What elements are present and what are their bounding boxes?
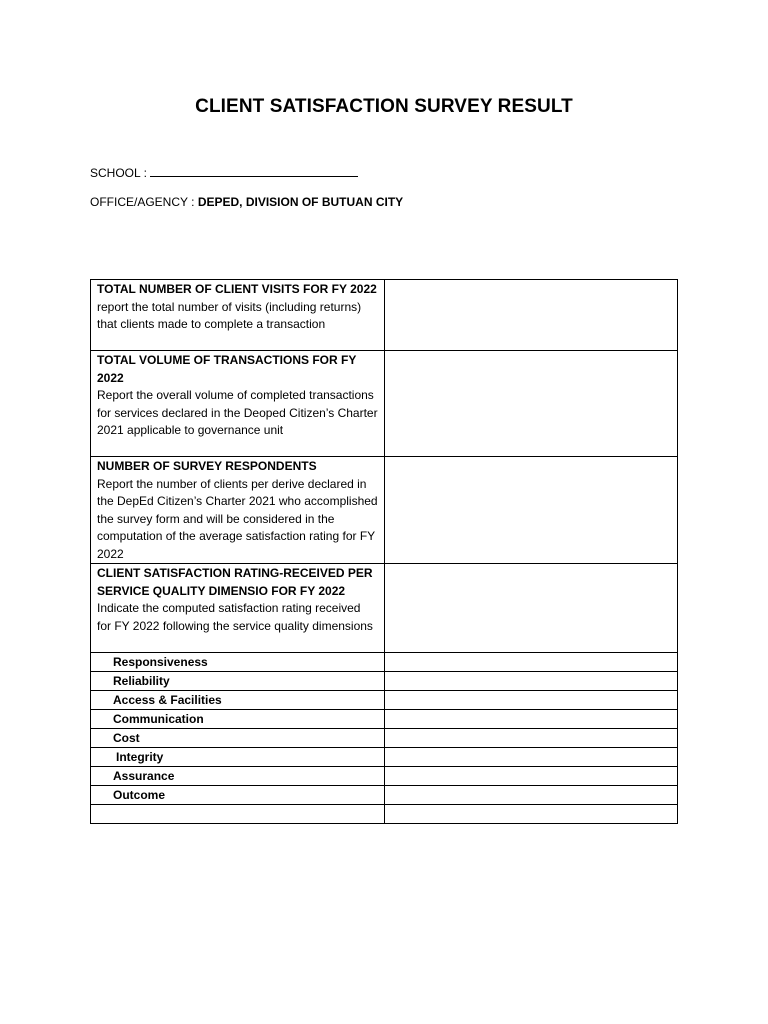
table-row-dimension xyxy=(91,710,678,729)
satisfaction-rating-description xyxy=(91,564,385,653)
cost-value-cell xyxy=(384,729,677,748)
satisfaction-rating-value-cell xyxy=(384,564,677,653)
document-title: CLIENT SATISFACTION SURVEY RESULT xyxy=(195,96,573,117)
responsiveness-value-cell xyxy=(384,653,677,672)
dimension-cost: Cost xyxy=(113,731,140,745)
table-row-satisfaction-rating xyxy=(91,564,678,653)
table-row-dimension xyxy=(91,729,678,748)
client-visits-description xyxy=(91,280,385,351)
client-visits-instructions: report the total number of visits (including returns) that clients made to complete a transaction xyxy=(97,299,362,331)
dimension-outcome: Outcome xyxy=(113,788,166,802)
client-visits-heading: TOTAL NUMBER OF CLIENT VISITS FOR FY 2022 xyxy=(97,282,377,296)
transactions-heading: TOTAL VOLUME OF TRANSACTIONS FOR FY 2022 xyxy=(97,353,357,385)
blank-label-cell xyxy=(91,805,385,824)
transactions-instructions: Report the overall volume of completed transactions for services declared in the Deoped Citizen’s Charter 2021 applicable to governance unit xyxy=(97,388,378,437)
table-row-transactions xyxy=(91,351,678,457)
transactions-description xyxy=(91,351,385,457)
office-agency-field xyxy=(90,195,403,209)
integrity-value-cell xyxy=(384,748,677,767)
satisfaction-rating-instructions: Indicate the computed satisfaction rating received for FY 2022 following the service quality dimensions xyxy=(97,601,373,633)
table-row-dimension xyxy=(91,767,678,786)
survey-table xyxy=(90,279,678,824)
dimension-communication: Communication xyxy=(113,712,204,726)
school-label: SCHOOL : xyxy=(90,166,147,180)
table-row-dimension xyxy=(91,786,678,805)
table-row-dimension xyxy=(91,748,678,767)
blank-value-cell xyxy=(384,805,677,824)
office-agency-value: DEPED, DIVISION OF BUTUAN CITY xyxy=(197,195,404,209)
respondents-description xyxy=(91,457,385,564)
client-visits-value-cell xyxy=(384,280,677,351)
table-row-respondents xyxy=(91,457,678,564)
reliability-value-cell xyxy=(384,672,677,691)
dimension-assurance: Assurance xyxy=(113,769,175,783)
school-field xyxy=(90,166,358,180)
dimension-access-facilities: Access & Facilities xyxy=(113,693,222,707)
respondents-instructions: Report the number of clients per derive declared in the DepEd Citizen’s Charter 2021 who accomplished the survey form and will be considered in the computation of the average satisfaction rating for FY 2022 xyxy=(97,476,378,561)
dimension-reliability: Reliability xyxy=(113,674,170,688)
table-row-blank xyxy=(91,805,678,824)
respondents-value-cell xyxy=(384,457,677,564)
dimension-integrity: Integrity xyxy=(116,750,164,764)
outcome-value-cell xyxy=(384,786,677,805)
respondents-heading: NUMBER OF SURVEY RESPONDENTS xyxy=(97,459,317,473)
transactions-value-cell xyxy=(384,351,677,457)
communication-value-cell xyxy=(384,710,677,729)
school-blank-line xyxy=(150,166,358,177)
table-row-dimension xyxy=(91,691,678,710)
access-facilities-value-cell xyxy=(384,691,677,710)
table-row-client-visits xyxy=(91,280,678,351)
office-agency-label: OFFICE/AGENCY : xyxy=(90,195,195,209)
table-row-dimension xyxy=(91,653,678,672)
table-row-dimension xyxy=(91,672,678,691)
assurance-value-cell xyxy=(384,767,677,786)
satisfaction-rating-heading: CLIENT SATISFACTION RATING-RECEIVED PER SERVICE QUALITY DIMENSIO FOR FY 2022 xyxy=(97,566,373,598)
dimension-responsiveness: Responsiveness xyxy=(113,655,208,669)
